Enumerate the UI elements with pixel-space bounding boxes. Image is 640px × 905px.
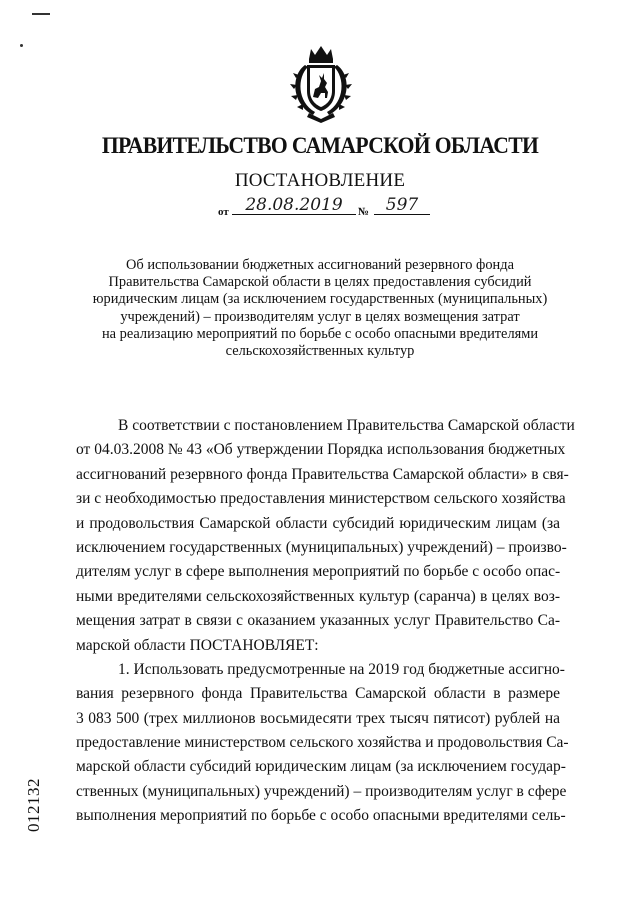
number-label: №	[358, 206, 370, 218]
scan-dot	[20, 44, 23, 47]
subject-line: на реализацию мероприятий по борьбе с особо опасными вредителями	[101, 325, 539, 342]
handwritten-date: 28.08.2019	[232, 196, 356, 215]
subject-line: юридическим лицам (за исключением государственных (муниципальных)	[92, 291, 548, 308]
resolution-subject	[80, 257, 560, 360]
document-type: ПОСТАНОВЛЕНИЕ	[234, 170, 406, 191]
body-line: дителям услуг в сфере выполнения мероприятий по борьбе с особо опас-	[76, 563, 561, 581]
body-line: ассигнований резервного фонда Правительства Самарской области» в свя-	[76, 465, 569, 483]
body-line: вания резервного фонда Правительства Самарской области в размере	[76, 685, 560, 703]
government-title: ПРАВИТЕЛЬСТВО САМАРСКОЙ ОБЛАСТИ	[101, 133, 539, 158]
scan-mark	[32, 13, 50, 15]
body-line: исключением государственных (муниципальных) учреждений) – произво-	[76, 538, 567, 556]
body-line: мещения затрат в связи с оказанием указанных услуг Правительство Са-	[76, 612, 560, 630]
body-line: ными вредителями сельскохозяйственных культур (саранча) в целях воз-	[76, 587, 560, 605]
body-line: от 04.03.2008 № 43 «Об утверждении Порядка использования бюджетных	[76, 441, 566, 459]
subject-line: Правительства Самарской области в целях предоставления субсидий	[108, 274, 532, 291]
subject-line: сельскохозяйственных культур	[225, 343, 415, 360]
body-line: марской области субсидий юридическим лицам (за исключением государ-	[76, 758, 566, 776]
body-line: и продовольствия Самарской области субсидий юридическим лицам (за	[76, 514, 560, 532]
samara-coat-of-arms-icon	[287, 45, 355, 123]
body-line: ственных (муниципальных) учреждений) – производителям услуг в сфере	[76, 782, 567, 800]
body-line: В соответствии с постановлением Правительства Самарской области	[118, 417, 575, 434]
body-line: зи с необходимостью предоставления министерством сельского хозяйства	[76, 490, 566, 508]
body-line: выполнения мероприятий по борьбе с особо опасными вредителями сель-	[76, 807, 566, 825]
date-label: от	[218, 206, 229, 218]
body-line: предоставление министерством сельского хозяйства и продовольствия Са-	[76, 734, 569, 752]
subject-line: учреждений) – производителям услуг в целях возмещения затрат	[120, 308, 520, 325]
handwritten-number: 597	[374, 196, 430, 215]
body-line: 3 083 500 (трех миллионов восьмидесяти трех тысяч пятисот) рублей на	[76, 709, 560, 727]
resolution-body	[76, 414, 575, 829]
body-line: марской области ПОСТАНОВЛЯЕТ:	[76, 636, 319, 654]
date-number-line	[218, 196, 428, 220]
body-line: 1. Использовать предусмотренные на 2019 год бюджетные ассигно-	[118, 660, 565, 678]
registration-number: 012132	[24, 778, 43, 832]
subject-line: Об использовании бюджетных ассигнований резервного фонда	[126, 257, 514, 273]
